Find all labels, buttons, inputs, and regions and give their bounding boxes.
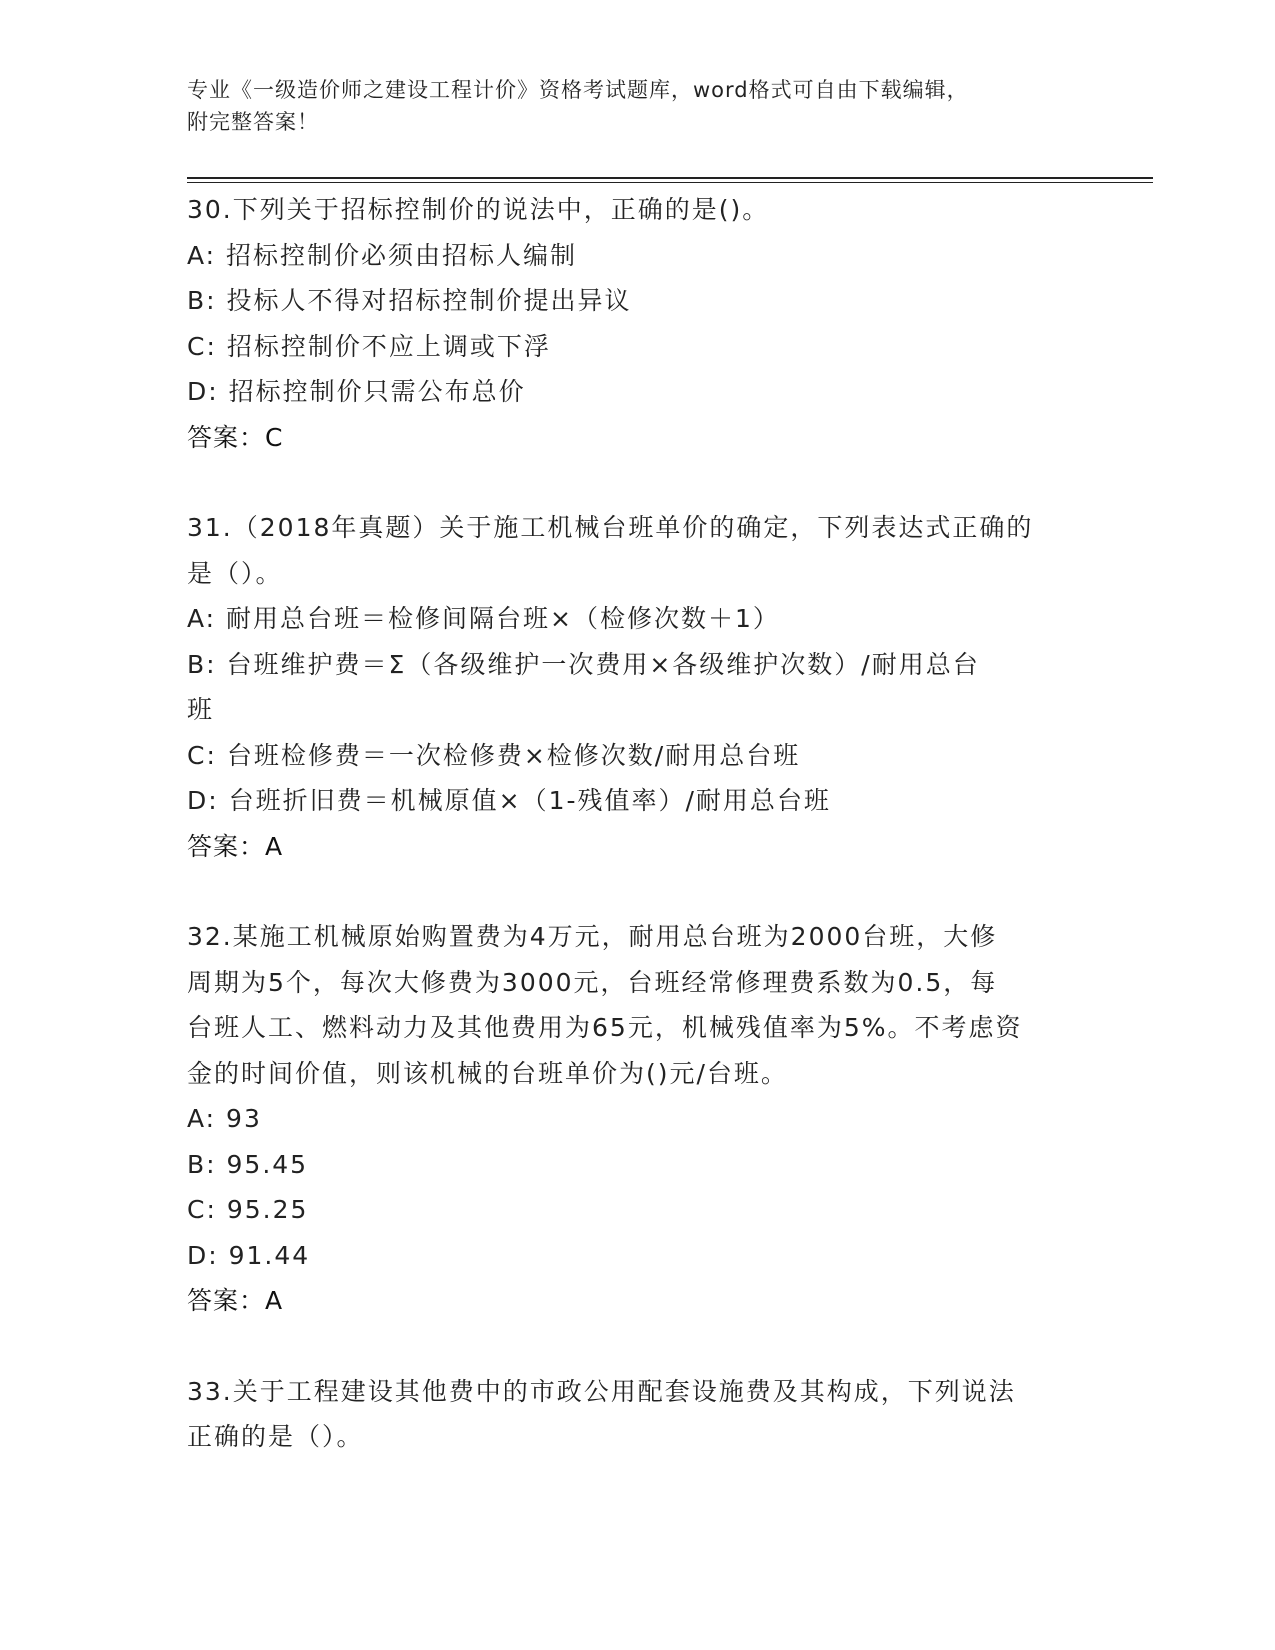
question-30 xyxy=(187,187,1087,460)
answer-label: 答案：A xyxy=(187,1286,284,1315)
header-line-1: 专业《一级造价师之建设工程计价》资格考试题库，word格式可自由下载编辑， xyxy=(187,78,969,102)
answer-label: 答案：A xyxy=(187,831,284,861)
question-stem: 31.（2018年真题）关于施工机械台班单价的确定，下列表达式正确的 xyxy=(187,513,1034,542)
header-divider-thick xyxy=(187,177,1153,179)
question-stem-continued: 周期为5个，每次大修费为3000元，台班经常修理费系数为0.5，每 xyxy=(187,967,998,997)
option-c: C: 95.25 xyxy=(187,1195,309,1224)
question-stem-continued: 正确的是（）。 xyxy=(187,1422,364,1451)
option-b-continued: 班 xyxy=(187,695,215,724)
option-d: D: 招标控制价只需公布总价 xyxy=(187,377,526,406)
header-line-2: 附完整答案！ xyxy=(187,110,319,134)
option-a: A: 耐用总台班＝检修间隔台班×（检修次数＋1） xyxy=(187,604,780,633)
question-stem-continued: 金的时间价值，则该机械的台班单价为()元/台班。 xyxy=(187,1058,788,1088)
option-b: B: 台班维护费＝Σ（各级维护一次费用×各级维护次数）/耐用总台 xyxy=(187,649,980,679)
question-33 xyxy=(187,1369,1087,1460)
option-c: C: 招标控制价不应上调或下浮 xyxy=(187,331,551,361)
question-list xyxy=(187,187,1087,1460)
header-divider-thin xyxy=(187,182,1153,183)
question-stem: 33.关于工程建设其他费中的市政公用配套设施费及其构成，下列说法 xyxy=(187,1376,1016,1406)
option-c: C: 台班检修费＝一次检修费×检修次数/耐用总台班 xyxy=(187,740,801,770)
option-d: D: 91.44 xyxy=(187,1240,311,1270)
option-a: A: 93 xyxy=(187,1104,262,1133)
question-stem-continued: 是（）。 xyxy=(187,558,283,588)
option-a: A: 招标控制价必须由招标人编制 xyxy=(187,240,578,270)
question-32 xyxy=(187,914,1087,1324)
option-b: B: 95.45 xyxy=(187,1149,309,1179)
option-d: D: 台班折旧费＝机械原值×（1-残值率）/耐用总台班 xyxy=(187,786,831,815)
document-header xyxy=(187,74,1087,138)
answer-label: 答案：C xyxy=(187,422,284,452)
question-31 xyxy=(187,505,1087,869)
question-stem: 30.下列关于招标控制价的说法中，正确的是()。 xyxy=(187,195,770,224)
option-b: B: 投标人不得对招标控制价提出异议 xyxy=(187,286,632,315)
question-stem-continued: 台班人工、燃料动力及其他费用为65元，机械残值率为5%。不考虑资 xyxy=(187,1013,1023,1042)
question-stem: 32.某施工机械原始购置费为4万元，耐用总台班为2000台班，大修 xyxy=(187,922,998,951)
